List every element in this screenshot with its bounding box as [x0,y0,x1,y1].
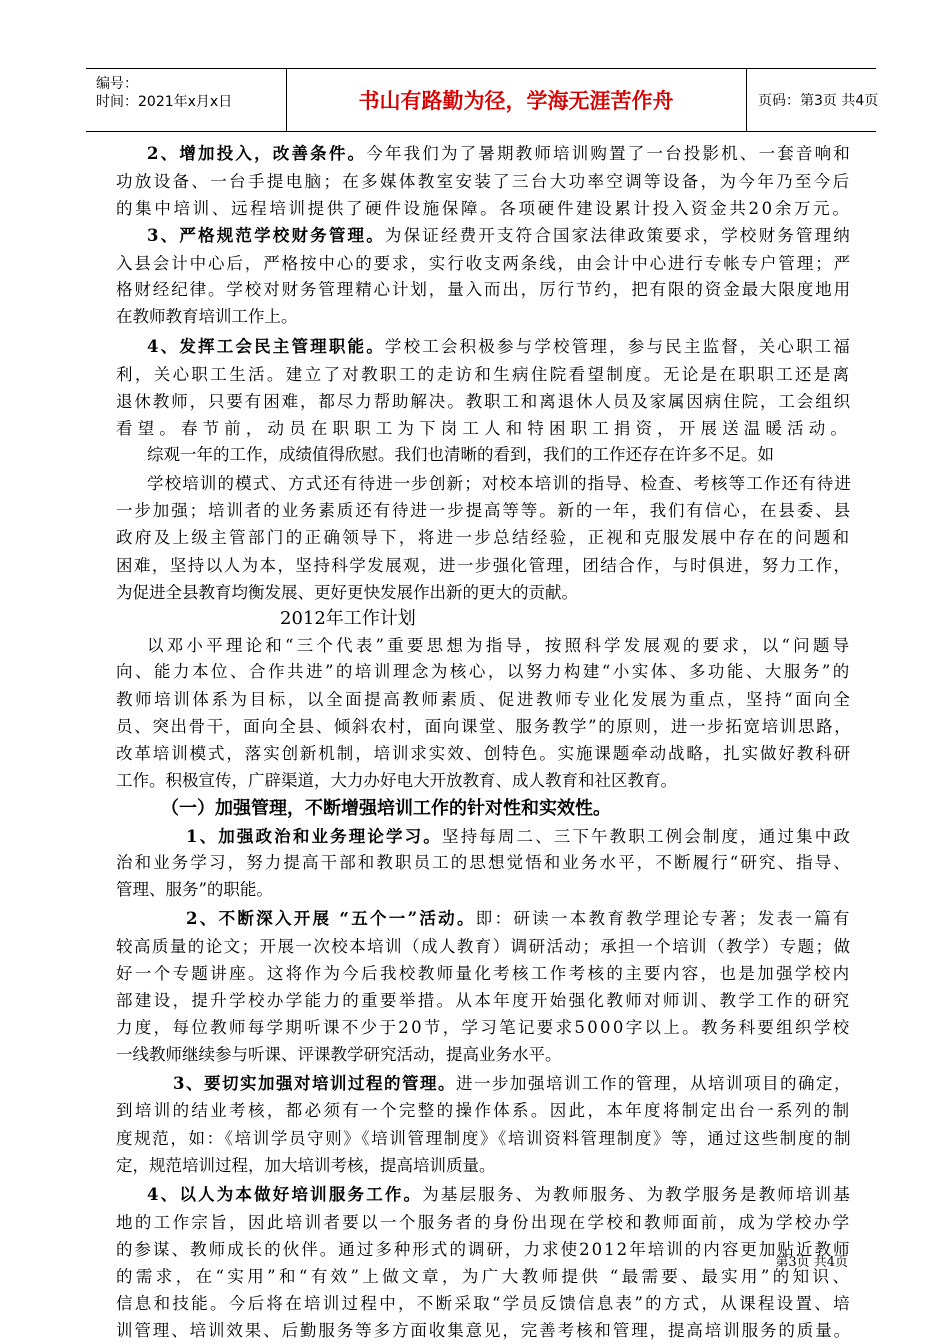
paragraph-line [173,1076,852,1093]
line-text: 2012年工作计划 [280,608,416,629]
document-number-label: 编号： [96,76,138,92]
line-text: 困难，坚持以人为本，坚持科学发展观，进一步强化管理，团结合作，与时俱进，努力工作， [116,556,852,575]
paragraph-line [116,664,852,681]
paragraph-line [116,855,852,872]
paragraph-line [116,1242,852,1259]
paragraph-line [186,911,852,928]
line-text: 员、突出骨干，面向全县、倾斜农村，面向课堂、服务教学”的原则，进一步拓宽培训思路， [116,717,853,736]
paragraph-line [116,256,852,273]
paragraph-line [147,476,852,493]
document-time-label: 时间：2021年x月x日 [96,94,233,110]
line-text: 今年我们为了暑期教师培训购置了一台投影机、一套音响和 [366,144,852,163]
paragraph-line [116,882,273,899]
paragraph-line [116,1215,852,1232]
paragraph-line [116,585,578,602]
paragraph-line [116,1103,852,1120]
line-text: 度规范，如：《培训学员守则》《培训管理制度》《培训资料管理制度》等，通过这些制度的制 [116,1129,853,1148]
header-page-label: 页码：第3页 共4页 [758,93,879,109]
section-heading [161,800,611,818]
paragraph-line [116,1047,562,1064]
line-text: 向、能力本位、合作共进”的培训理念为核心，以努力构建“小实体、多功能、大服务”的 [116,662,852,681]
line-text: 为促进全县教育均衡发展、更好更快发展作出新的更大的贡献。 [116,583,578,602]
header-motto: 书山有路勤为径，学海无涯苦作舟 [286,69,747,131]
line-text: 好一个专题讲座。这将作为今后我校教师量化考核工作考核的主要内容，也是加强学校内 [116,964,852,983]
item-heading: 2、不断深入开展 “五个一”活动。 [186,909,476,928]
item-heading: 4、发挥工会民主管理职能。 [147,337,385,356]
paragraph-line [186,829,852,846]
paragraph-line [116,1020,852,1037]
paragraph-line [116,773,677,790]
line-text: 力度，每位教师每学期听课不少于20节，学习笔记要求5000字以上。教务科要组织学校 [116,1018,852,1037]
line-text: 以邓小平理论和“三个代表”重要思想为指导，按照科学发展观的要求，以“问题导 [147,636,853,655]
paragraph-line [116,394,852,411]
line-text: 政府及上级主管部门的正确领导下，将进一步总结经验，正视和克服发展中存在的问题和 [116,528,852,547]
line-text: 一线教师继续参与听课、评课教学研究活动，提高业务水平。 [116,1045,562,1064]
line-text: 学校工会积极参与学校管理，参与民主监督，关心职工福 [384,337,852,356]
line-text: 即：研读一本教育教学理论专著；发表一篇有 [475,909,852,928]
line-text: 利，关心职工生活。建立了对教职工的走访和生病住院看望制度。无论是在职职工还是离 [116,365,852,384]
paragraph-line [116,309,298,326]
item-heading: 3、严格规范学校财务管理。 [147,226,385,245]
line-text: 看望。春节前，动员在职职工为下岗工人和特困职工捐资，开展送温暖活动。 [116,419,852,438]
footer-page-number: 第3页 共4页 [775,1255,848,1270]
paragraph-line [147,447,774,464]
plan-title [280,610,416,628]
line-text: 管理、服务”的职能。 [116,880,273,899]
paragraph-line [116,746,852,763]
paragraph-line [147,146,852,163]
paragraph-line [116,1296,852,1313]
paragraph-line [116,530,852,547]
paragraph-line [147,228,852,245]
item-heading: 1、加强政治和业务理论学习。 [186,827,442,846]
line-text: 治和业务学习，努力提高干部和教职员工的思想觉悟和业务水平，不断履行“研究、指导、 [116,853,852,872]
header-table [86,68,879,132]
line-text: 较高质量的论文；开展一次校本培训（成人教育）调研活动；承担一个培训（教学）专题；做 [116,937,852,956]
paragraph-line [147,1187,852,1204]
item-heading: 4、以人为本做好培训服务工作。 [147,1185,423,1204]
line-text: 教师培训体系为目标，以全面提高教师素质、促进教师专业化发展为重点，坚持“面向全 [116,690,853,709]
line-text: 训管理、培训效果、后勤服务等多方面收集意见，完善考核和管理，提高培训服务的质量。 [116,1321,852,1340]
paragraph-line [116,692,852,709]
line-text: 一步加强；培训者的业务素质还有待进一步提高等等。新的一年，我们有信心，在县委、县 [116,501,852,520]
line-text: 的需求，在“实用”和“有效”上做文章，为广大教师提供 “最需要、最实用”的知识、 [116,1267,853,1286]
paragraph-line [116,993,852,1010]
line-text: 部建设，提升学校办学能力的重要举措。从本年度开始强化教师对师训、教学工作的研究 [116,991,852,1010]
line-text: 入县会计中心后，严格按中心的要求，实行收支两条线，由会计中心进行专帐专户管理；严 [116,254,852,273]
line-text: 定，规范培训过程，加大培训考核，提高培训质量。 [116,1156,496,1175]
paragraph-line [116,1158,496,1175]
line-text: 退休教师，只要有困难，都尽力帮助解决。教职工和离退休人员及家属因病住院，工会组织 [116,392,852,411]
paragraph-line [116,1131,852,1148]
paragraph-line [116,282,852,299]
line-text: 学校培训的模式、方式还有待进一步创新；对校本培训的指导、检查、考核等工作还有待进 [147,474,852,493]
paragraph-line [116,966,852,983]
line-text: 进一步加强培训工作的管理，从培训项目的确定， [455,1074,852,1093]
paragraph-line [116,719,852,736]
paragraph-line [116,1323,852,1340]
paragraph-line [147,638,852,655]
line-text: 到培训的结业考核，都必须有一个完整的操作体系。因此，本年度将制定出台一系列的制 [116,1101,852,1120]
line-text: 在教师教育培训工作上。 [116,307,298,326]
line-text: 的参谋、教师成长的伙伴。通过多种形式的调研，力求使2012年培训的内容更加贴近教师 [116,1240,852,1259]
line-text: （一）加强管理，不断增强培训工作的针对性和实效性。 [161,798,611,819]
line-text: 格财经纪律。学校对财务管理精心计划，量入而出，厉行节约，把有限的资金最大限度地用 [116,280,852,299]
line-text: 综观一年的工作，成绩值得欣慰。我们也清晰的看到，我们的工作还存在许多不足。如 [147,445,774,464]
paragraph-line [116,174,852,191]
paragraph-line [116,201,852,218]
paragraph-line [116,558,852,575]
paragraph-line [116,939,852,956]
paragraph-line [116,503,852,520]
line-text: 为保证经费开支符合国家法律政策要求，学校财务管理纳 [384,226,852,245]
paragraph-line [116,367,852,384]
line-text: 功放设备、一台手提电脑；在多媒体教室安装了三台大功率空调等设备，为今年乃至今后 [116,172,852,191]
header-left-cell [86,69,287,131]
paragraph-line [147,339,852,356]
paragraph-line [116,421,852,438]
line-text: 信息和技能。今后将在培训过程中，不断采取“学员反馈信息表”的方式，从课程设置、培 [116,1294,852,1313]
line-text: 为基层服务、为教师服务、为教学服务是教师培训基 [422,1185,852,1204]
line-text: 改革培训模式，落实创新机制，培训求实效、创特色。实施课题牵动战略，扎实做好教科研 [116,744,852,763]
line-text: 工作。积极宣传，广辟渠道，大力办好电大开放教育、成人教育和社区教育。 [116,771,677,790]
line-text: 地的工作宗旨，因此培训者要以一个服务者的身份出现在学校和教师面前，成为学校办学 [116,1213,852,1232]
paragraph-line [116,1269,852,1286]
line-text: 的集中培训、远程培训提供了硬件设施保障。各项硬件建设累计投入资金共20余万元。 [116,199,852,218]
item-heading: 2、增加投入，改善条件。 [147,144,367,163]
item-heading: 3、要切实加强对培训过程的管理。 [173,1074,456,1093]
line-text: 坚持每周二、三下午教职工例会制度，通过集中政 [441,827,852,846]
